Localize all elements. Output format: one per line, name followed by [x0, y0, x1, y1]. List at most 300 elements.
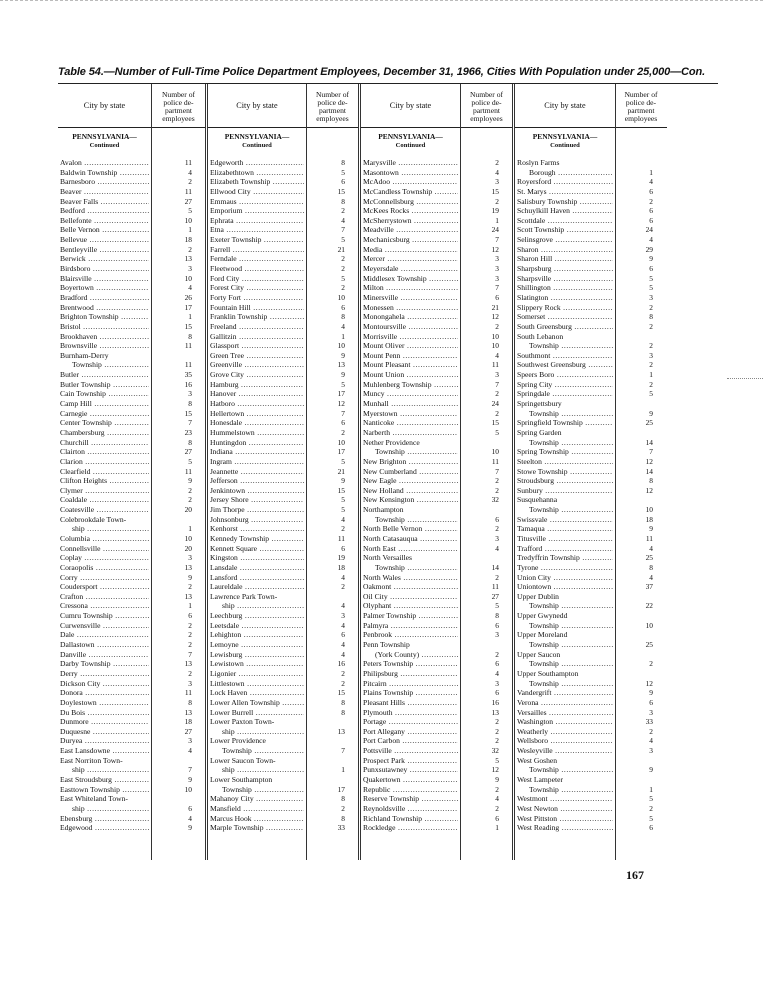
table-row: [515, 206, 667, 216]
city-name: Easttown Township .....: [60, 785, 149, 795]
table-row: [208, 486, 359, 496]
table-row: [208, 254, 359, 264]
table-row: [515, 669, 667, 679]
employee-count: 35: [184, 370, 192, 380]
employee-count: 8: [649, 312, 653, 322]
city-name: Laureldale .....: [210, 582, 304, 592]
employee-count: 20: [184, 505, 192, 515]
employee-count: 8: [341, 158, 345, 167]
employee-count: 17: [337, 389, 345, 399]
city-list: [58, 158, 206, 833]
table-row: [515, 630, 667, 640]
employee-count: 6: [495, 688, 499, 698]
city-name: Narberth .....: [363, 428, 458, 438]
city-name: Bristol .....: [60, 322, 149, 332]
table-row: [515, 438, 667, 448]
table-row: [515, 553, 667, 563]
table-row: [208, 582, 359, 592]
employee-count: 2: [649, 360, 653, 370]
employee-count: 2: [188, 177, 192, 187]
city-name: Dallastown .....: [60, 640, 149, 650]
city-name: Coudersport .....: [60, 582, 149, 592]
table-row: [515, 563, 667, 573]
table-row: [58, 746, 206, 756]
employee-count: 5: [649, 813, 653, 823]
city-name: Milton .....: [363, 283, 458, 293]
employee-count: 18: [184, 235, 192, 245]
employee-count: 12: [491, 244, 499, 254]
table-row: [515, 389, 667, 399]
table-row: [361, 775, 513, 785]
table-row: [58, 640, 206, 650]
table-row: [361, 611, 513, 621]
employee-count: 1: [495, 823, 499, 833]
employee-count: 37: [645, 582, 653, 592]
column-header-line: partment: [318, 105, 346, 115]
table-row: [208, 736, 359, 746]
table-row: [515, 486, 667, 496]
table-row: [58, 168, 206, 178]
city-name: Penn Township: [363, 640, 410, 650]
table-row: [58, 370, 206, 380]
table-row: [361, 736, 513, 746]
column-divider: [306, 84, 307, 860]
city-name: Wesleyville .....: [517, 746, 613, 756]
city-name: Trafford .....: [517, 544, 613, 554]
table-row: [208, 505, 359, 515]
employee-count: 5: [341, 273, 345, 283]
city-name: Spring City .....: [517, 380, 613, 390]
employee-count: 10: [491, 447, 499, 457]
employee-count: 11: [184, 360, 192, 370]
table-row: [58, 544, 206, 554]
table-row: [515, 158, 667, 168]
city-name: Nether Providence: [363, 437, 420, 447]
city-name: Coaldale .....: [60, 495, 149, 505]
table-row: [58, 283, 206, 293]
table-row: [515, 814, 667, 824]
city-name: Indiana .....: [210, 447, 304, 457]
table-row: [208, 216, 359, 226]
table-row: [208, 293, 359, 303]
city-name: Mansfield .....: [210, 804, 304, 814]
table-row: [361, 418, 513, 428]
city-name: Munhall .....: [363, 399, 458, 409]
table-row: [515, 698, 667, 708]
table-row: [58, 457, 206, 467]
city-name: Belle Vernon .....: [60, 225, 149, 235]
table-row: [515, 708, 667, 718]
city-name: Township .....: [72, 360, 149, 370]
employee-count: 2: [188, 620, 192, 630]
employee-count: 11: [491, 456, 499, 466]
table-row: [58, 495, 206, 505]
city-name: Lower Allen Township .....: [210, 698, 304, 708]
employee-count: 13: [184, 659, 192, 669]
city-name: Jersey Shore .....: [210, 495, 304, 505]
state-section-heading: [361, 132, 460, 150]
table-row: [58, 476, 206, 486]
employee-count: 10: [184, 533, 192, 543]
city-name: Duquesne .....: [60, 727, 149, 737]
employee-count: 4: [341, 601, 345, 611]
table-row: [58, 592, 206, 602]
employee-count: 2: [495, 649, 499, 659]
city-name: Clairton .....: [60, 447, 149, 457]
table-row: [361, 312, 513, 322]
employee-count: 5: [495, 601, 499, 611]
table-row: [58, 264, 206, 274]
city-name: Township .....: [529, 438, 613, 448]
employee-count: 29: [645, 244, 653, 254]
table-row: [58, 418, 206, 428]
employee-count: 2: [495, 408, 499, 418]
city-name: Salisbury Township .....: [517, 197, 613, 207]
table-row: [515, 785, 667, 795]
city-name: Chambersburg .....: [60, 428, 149, 438]
table-row: [515, 640, 667, 650]
employee-count: 2: [495, 389, 499, 399]
employee-count: 1: [341, 331, 345, 341]
city-name: (York County) .....: [375, 650, 458, 660]
table-row: [208, 360, 359, 370]
city-name: Muncy .....: [363, 389, 458, 399]
table-row: [208, 794, 359, 804]
employee-count: 10: [491, 341, 499, 351]
city-name: Selinsgrove .....: [517, 235, 613, 245]
employee-count: 3: [649, 350, 653, 360]
employee-count: 14: [645, 437, 653, 447]
table-row: [361, 457, 513, 467]
city-name: Danville .....: [60, 650, 149, 660]
employee-count: 2: [188, 640, 192, 650]
table-row: [208, 235, 359, 245]
employee-count: 11: [184, 158, 192, 167]
employee-count: 6: [341, 543, 345, 553]
table-row: [208, 746, 359, 756]
city-name: Port Carbon .....: [363, 736, 458, 746]
table-row: [208, 197, 359, 207]
employee-count: 9: [649, 408, 653, 418]
city-name: Brookhaven .....: [60, 332, 149, 342]
city-name: Jim Thorpe .....: [210, 505, 304, 515]
city-name: Columbia .....: [60, 534, 149, 544]
employee-count: 5: [341, 505, 345, 515]
table-row: [58, 823, 206, 833]
city-name: Township .....: [529, 659, 613, 669]
column-header-line: partment: [472, 105, 500, 115]
column-divider: [615, 84, 616, 860]
table-row: [58, 756, 206, 766]
table-row: [515, 341, 667, 351]
city-name: Edgeworth .....: [210, 158, 304, 168]
city-name: Bellefonte .....: [60, 216, 149, 226]
employee-count: 2: [341, 254, 345, 264]
table-row: [208, 756, 359, 766]
table-row: [361, 225, 513, 235]
table-row: [515, 235, 667, 245]
city-name: Weatherly .....: [517, 727, 613, 737]
table-row: [515, 177, 667, 187]
table-row: [515, 476, 667, 486]
employee-count: 7: [495, 283, 499, 293]
table-row: [361, 177, 513, 187]
city-name: Stowe Township .....: [517, 467, 613, 477]
employee-count: 2: [341, 283, 345, 293]
employee-count: 15: [337, 688, 345, 698]
table-row: [58, 158, 206, 168]
city-name: Brighton Township .....: [60, 312, 149, 322]
employee-count: 1: [649, 784, 653, 794]
table-row: [208, 158, 359, 168]
employee-count: 9: [341, 350, 345, 360]
employee-count: 7: [341, 746, 345, 756]
city-name: North Wales .....: [363, 573, 458, 583]
employee-count: 15: [491, 186, 499, 196]
table-row: [515, 457, 667, 467]
employee-count: 4: [495, 167, 499, 177]
city-name: Butler .....: [60, 370, 149, 380]
employee-count: 7: [341, 408, 345, 418]
employee-count: 2: [649, 302, 653, 312]
employee-count: 10: [184, 215, 192, 225]
city-name: Union City .....: [517, 573, 613, 583]
employee-count: 10: [337, 292, 345, 302]
city-name: Darby Township .....: [60, 659, 149, 669]
employee-count: 20: [184, 543, 192, 553]
city-name: ship .....: [222, 765, 304, 775]
table-row: [58, 727, 206, 737]
city-name: Avalon .....: [60, 158, 149, 168]
employee-count: 13: [184, 562, 192, 572]
table-row: [361, 264, 513, 274]
employee-count: 14: [491, 562, 499, 572]
employee-count: 11: [184, 688, 192, 698]
city-name: Littlestown .....: [210, 679, 304, 689]
employee-count: 4: [188, 813, 192, 823]
city-name: Coatesville .....: [60, 505, 149, 515]
employee-count: 2: [495, 476, 499, 486]
table-row: [515, 216, 667, 226]
city-name: Scottdale .....: [517, 216, 613, 226]
employee-count: 2: [188, 668, 192, 678]
city-name: Cumru Township .....: [60, 611, 149, 621]
city-name: Marcus Hook .....: [210, 814, 304, 824]
city-name: East Norriton Town-: [60, 755, 123, 765]
page-top-edge: [0, 0, 763, 1]
table-row: [58, 303, 206, 313]
table-row: [58, 573, 206, 583]
city-name: Washington .....: [517, 717, 613, 727]
city-name: Morrisville .....: [363, 332, 458, 342]
employee-count: 2: [495, 736, 499, 746]
state-name: PENNSYLVANIA—: [378, 132, 443, 141]
city-name: Grove City .....: [210, 370, 304, 380]
table-row: [208, 438, 359, 448]
employee-count: 6: [649, 823, 653, 833]
table-row: [208, 717, 359, 727]
employee-count: 4: [341, 215, 345, 225]
city-name: East Whiteland Town-: [60, 794, 128, 804]
employee-count: 2: [649, 659, 653, 669]
table-row: [58, 582, 206, 592]
employee-count: 22: [645, 601, 653, 611]
city-name: Upper Southampton: [517, 668, 579, 678]
table-row: [515, 467, 667, 477]
city-name: Butler Township .....: [60, 380, 149, 390]
employee-count: 1: [649, 167, 653, 177]
table-row: [515, 495, 667, 505]
table-row: [515, 312, 667, 322]
city-name: Township .....: [529, 409, 613, 419]
employee-count: 10: [184, 273, 192, 283]
city-name: Emmaus .....: [210, 197, 304, 207]
city-name: ship .....: [72, 765, 149, 775]
city-name: Sharpsburg .....: [517, 264, 613, 274]
employee-count: 3: [495, 177, 499, 187]
city-name: Portage .....: [363, 717, 458, 727]
employee-count: 13: [337, 360, 345, 370]
employee-count: 3: [495, 254, 499, 264]
city-name: Hummelstown .....: [210, 428, 304, 438]
table-row: [208, 544, 359, 554]
table-row: [515, 351, 667, 361]
state-continued-label: Continued: [395, 142, 426, 149]
city-name: Sunbury .....: [517, 486, 613, 496]
employee-count: 2: [649, 803, 653, 813]
employee-count: 2: [495, 158, 499, 167]
city-name: Lower Burrell .....: [210, 708, 304, 718]
employee-count: 11: [491, 582, 499, 592]
city-name: Springdale .....: [517, 389, 613, 399]
column-header-line: Number of: [469, 89, 504, 99]
employee-count: 8: [341, 312, 345, 322]
employee-count: 7: [188, 649, 192, 659]
city-name: Beaver .....: [60, 187, 149, 197]
table-row: [361, 351, 513, 361]
city-name: Lewisburg .....: [210, 650, 304, 660]
table-row: [58, 312, 206, 322]
city-name: Township .....: [529, 601, 613, 611]
city-name: Connellsville .....: [60, 544, 149, 554]
city-name: Etna .....: [210, 225, 304, 235]
table-row: [515, 573, 667, 583]
table-row: [58, 351, 206, 361]
table-row: [361, 582, 513, 592]
city-name: Mechanicsburg .....: [363, 235, 458, 245]
column-divider: [151, 84, 152, 860]
city-name: Township .....: [529, 679, 613, 689]
column-header-line: police de-: [163, 97, 194, 107]
city-name: Corry .....: [60, 573, 149, 583]
employee-count: 1: [188, 524, 192, 534]
employee-count: 5: [649, 794, 653, 804]
employee-count: 27: [184, 447, 192, 457]
table-row: [58, 621, 206, 631]
table-row: [515, 225, 667, 235]
city-name: Brownsville .....: [60, 341, 149, 351]
employee-count: 1: [495, 215, 499, 225]
city-name: Camp Hill .....: [60, 399, 149, 409]
city-name: Township .....: [529, 640, 613, 650]
employee-count: 7: [341, 225, 345, 235]
employee-count: 2: [495, 717, 499, 727]
employee-count: 11: [184, 186, 192, 196]
table-row: [361, 235, 513, 245]
table-row: [361, 534, 513, 544]
city-name: Tyrone .....: [517, 563, 613, 573]
table-row: [58, 775, 206, 785]
city-name: Middlesex Township .....: [363, 274, 458, 284]
city-name: Colebrookdale Town-: [60, 514, 127, 524]
employee-count: 4: [495, 794, 499, 804]
employee-count: 10: [645, 505, 653, 515]
employee-count: 7: [649, 447, 653, 457]
city-name: Springfield Township .....: [517, 418, 613, 428]
employee-count: 7: [495, 466, 499, 476]
city-name: Bedford .....: [60, 206, 149, 216]
table-row: [361, 206, 513, 216]
city-name: Farrell .....: [210, 245, 304, 255]
employee-count: 11: [184, 341, 192, 351]
column-header-line: employees: [316, 113, 349, 123]
table-row: [58, 447, 206, 457]
employee-count: 2: [188, 582, 192, 592]
city-name: Jefferson .....: [210, 476, 304, 486]
table-row: [208, 727, 359, 737]
employee-count: 24: [645, 225, 653, 235]
table-row: [208, 476, 359, 486]
table-row: [515, 409, 667, 419]
employee-count: 13: [491, 707, 499, 717]
employee-count: 9: [495, 775, 499, 784]
employee-count: 16: [491, 697, 499, 707]
table-row: [361, 659, 513, 669]
city-name: Meadville .....: [363, 225, 458, 235]
city-name: Clearfield .....: [60, 467, 149, 477]
employee-count: 3: [341, 611, 345, 621]
city-name: Baldwin Township .....: [60, 168, 149, 178]
table-row: [515, 621, 667, 631]
employee-count: 6: [495, 659, 499, 669]
table-row: [515, 582, 667, 592]
table-row: [515, 332, 667, 342]
employee-count: 15: [184, 408, 192, 418]
table-row: [58, 235, 206, 245]
city-name: Quakertown .....: [363, 775, 458, 785]
city-name: Mercer .....: [363, 254, 458, 264]
table-row: [515, 245, 667, 255]
city-name: Township .....: [529, 505, 613, 515]
employee-count: 25: [645, 553, 653, 563]
city-name: ship .....: [72, 804, 149, 814]
employee-count: 12: [491, 765, 499, 775]
city-name: McCandless Township .....: [363, 187, 458, 197]
table-row: [208, 785, 359, 795]
column-header-employees: [151, 84, 206, 128]
table-row: [515, 775, 667, 785]
column-header-employees: [460, 84, 513, 128]
city-name: Philipsburg .....: [363, 669, 458, 679]
city-name: Slatington .....: [517, 293, 613, 303]
table-row: [58, 322, 206, 332]
city-name: Upper Gwynedd: [517, 611, 568, 621]
table-row: [515, 736, 667, 746]
table-row: [361, 544, 513, 554]
employee-count: 27: [184, 726, 192, 736]
column-header-city: City by state: [361, 84, 460, 128]
city-name: Monessen .....: [363, 303, 458, 313]
